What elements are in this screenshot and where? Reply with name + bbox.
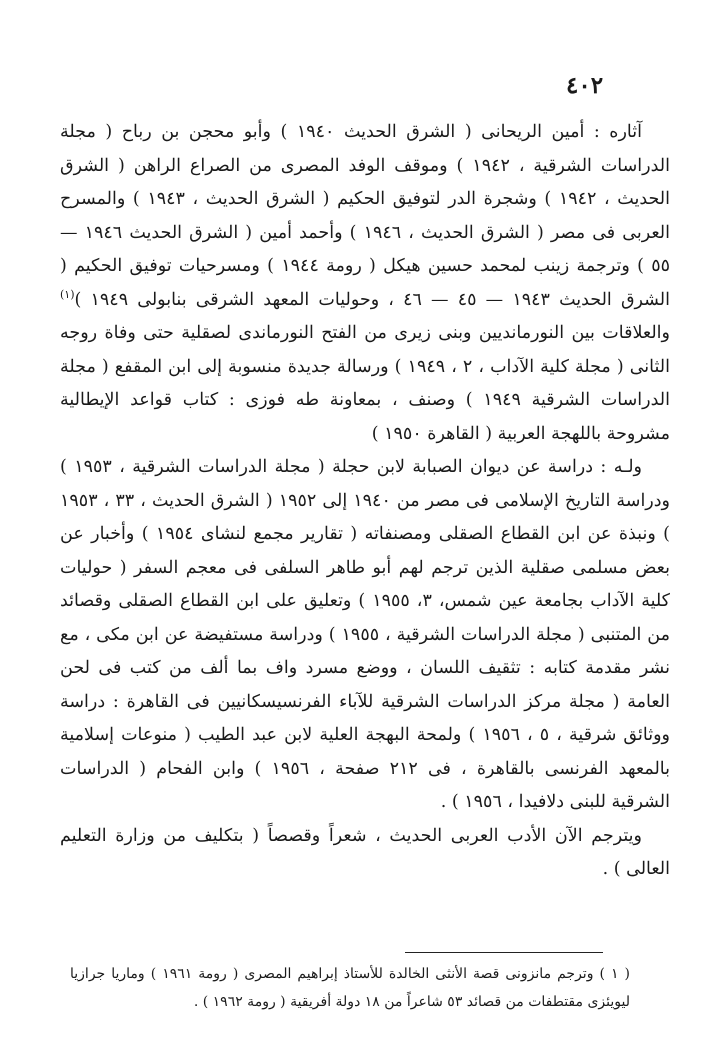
footnote-divider [405, 952, 603, 953]
paragraph-translation: ويترجم الآن الأدب العربى الحديث ، شعراً وقصصاً ( بتكليف من وزارة التعليم العالى ) . [60, 825, 670, 879]
footnote-reference: (١) [60, 287, 75, 301]
body-text [60, 116, 670, 887]
paragraph-works-part1: آثاره : أمين الريحانى ( الشرق الحديث ١٩٤٠ ) وأبو محجن بن رباح ( مجلة الدراسات الشرقية ، ١٩٤٢ ) وموقف الوفد المصرى من الصراع الراهن ( الشرق الحديث ، ١٩٤٢ ) وشجرة الدر لتوفيق الحكيم ( الشرق الحديث ، ١٩٤٣ ) والمسرح العربى فى مصر ( الشرق الحديث ، ١٩٤٦ ) وأحمد أمين ( الشرق الحديث ١٩٤٦ — ٥٥ ) وترجمة زينب لمحمد حسين هيكل ( رومة ١٩٤٤ ) ومسرحيات توفيق الحكيم ( الشرق الحديث ١٩٤٣ — ٤٥ — ٤٦ ، وحوليات المعهد الشرقى بنابولى ١٩٤٩ ) [60, 122, 671, 310]
paragraph-works [60, 116, 670, 451]
paragraph-works-part2: والعلاقات بين النورمانديين وبنى زيرى من الفتح النورماندى لصقلية حتى وفاة روجه الثانى ( مجلة كلية الآداب ، ٢ ، ١٩٤٩ ) ورسالة جديدة منسوبة إلى ابن المقفع ( مجلة الدراسات الشرقية ١٩٤٩ ) وصنف ، بمعاونة طه فوزى : كتاب قواعد الإيطالية مشروحة باللهجة العربية ( القاهرة ١٩٥٠ ) [60, 323, 670, 444]
paragraph-studies: ولـه : دراسة عن ديوان الصبابة لابن حجلة ( مجلة الدراسات الشرقية ، ١٩٥٣ ) ودراسة التاريخ الإسلامى فى مصر من ١٩٤٠ إلى ١٩٥٢ ( الشرق الحديث ، ٣٣ ، ١٩٥٣ ) ونبذة عن ابن القطاع الصقلى ومصنفاته ( تقارير مجمع لنشاى ١٩٥٤ ) وأخبار عن بعض مسلمى صقلية الذين ترجم لهم أبو طاهر السلفى فى معجم السفر ( حوليات كلية الآداب بجامعة عين شمس، ٣، ١٩٥٥ ) وتعليق على ابن القطاع الصقلى وقصائد من المتنبى ( مجلة الدراسات الشرقية ، ١٩٥٥ ) ودراسة مستفيضة عن ابن مكى ، مع نشر مقدمة كتابه : تثقيف اللسان ، ووضع مسرد واف بما ألف من كتب فى لحن العامة ( مجلة مركز الدراسات الشرقية للآباء الفرنسيسكانيين فى القاهرة : دراسة ووثائق شرقية ، ٥ ، ١٩٥٦ ) ولمحة البهجة العلية لابن عبد الطيب ( منوعات إسلامية بالمعهد الفرنسى بالقاهرة ، فى ٢١٢ صفحة ، ١٩٥٦ ) وابن الفحام ( الدراسات الشرقية للبنى دلافيدا ، ١٩٥٦ ) . [60, 457, 671, 812]
page-number: ٤٠٢ [566, 72, 604, 99]
footnote: ( ١ ) وترجم مانزونى قصة الأنثى الخالدة للأستاذ إبراهيم المصرى ( رومة ١٩٦١ ) وماريا جرازيا ليويئزى مقتطفات من قصائد ٥٣ شاعراً من ١٨ دولة أفريقية ( رومة ١٩٦٢ ) . [70, 966, 630, 1010]
